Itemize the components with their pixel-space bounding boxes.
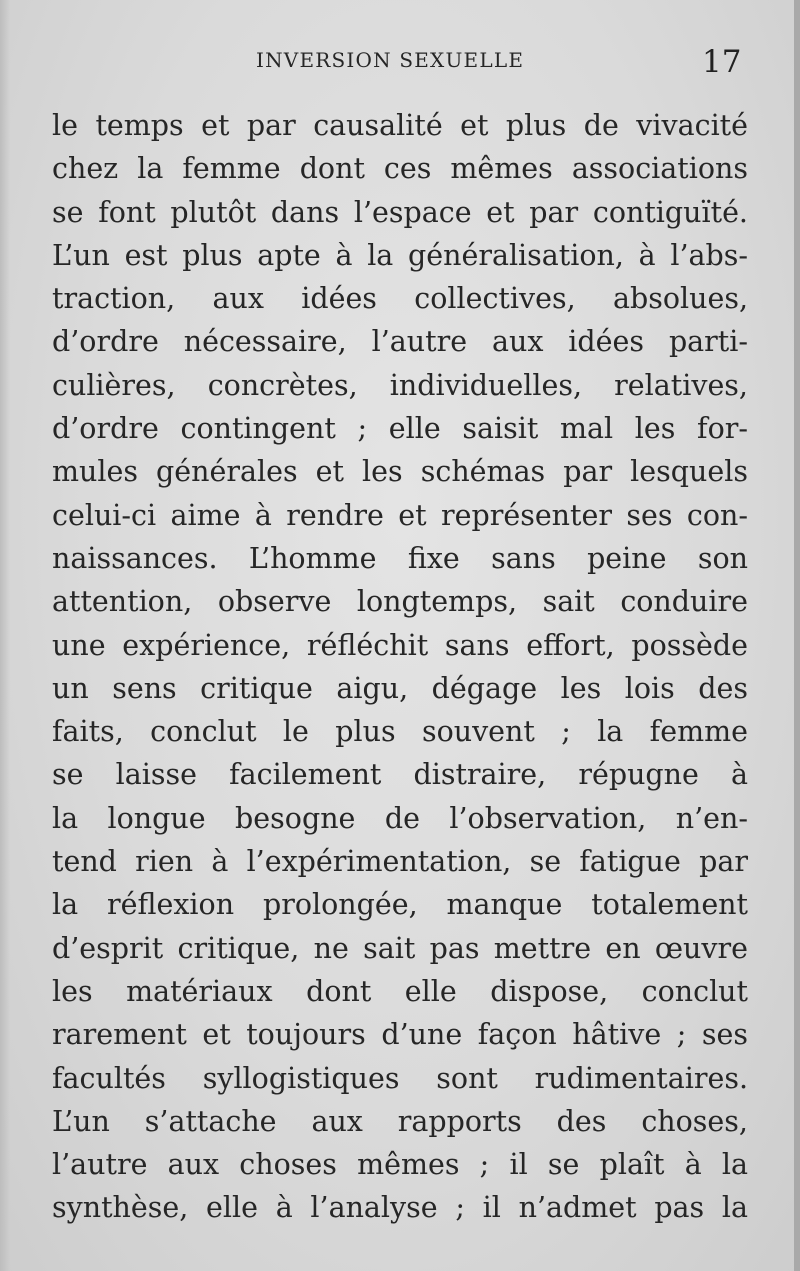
text-line: celui-ci aime à rendre et représenter ses con- xyxy=(52,498,748,532)
text-line: L’un s’attache aux rapports des choses, xyxy=(52,1104,748,1138)
text-line: d’esprit critique, ne sait pas mettre en œuvre xyxy=(52,931,748,965)
page-number: 17 xyxy=(702,44,742,80)
running-title: INVERSION SEXUELLE xyxy=(256,48,525,72)
text-line: naissances. L’homme fixe sans peine son xyxy=(52,541,748,575)
text-line: un sens critique aigu, dégage les lois des xyxy=(52,671,748,705)
text-line: la longue besogne de l’observation, n’en- xyxy=(52,801,748,835)
text-line: culières, concrètes, individuelles, relatives, xyxy=(52,368,748,402)
text-line: d’ordre nécessaire, l’autre aux idées parti- xyxy=(52,325,748,359)
text-line: l’autre aux choses mêmes ; il se plaît à la xyxy=(52,1148,748,1182)
text-line: d’ordre contingent ; elle saisit mal les for- xyxy=(52,412,748,446)
text-line: facultés syllogistiques sont rudimentaires. xyxy=(52,1061,748,1095)
text-line: L’un est plus apte à la généralisation, à l’abs- xyxy=(52,238,748,272)
text-line: rarement et toujours d’une façon hâtive ; ses xyxy=(52,1018,748,1052)
text-line: se font plutôt dans l’espace et par contiguïté. xyxy=(52,195,748,229)
text-line: mules générales et les schémas par lesquels xyxy=(52,455,748,489)
text-line: attention, observe longtemps, sait conduire xyxy=(52,585,748,619)
text-line: chez la femme dont ces mêmes associations xyxy=(52,152,748,186)
body-text xyxy=(52,104,748,1230)
text-line: la réflexion prolongée, manque totalement xyxy=(52,888,748,922)
text-line: synthèse, elle à l’analyse ; il n’admet pas la xyxy=(52,1191,748,1225)
text-line: se laisse facilement distraire, répugne à xyxy=(52,758,748,792)
text-line: traction, aux idées collectives, absolues, xyxy=(52,282,748,316)
text-line: faits, conclut le plus souvent ; la femme xyxy=(52,715,748,749)
text-line: le temps et par causalité et plus de vivacité xyxy=(52,109,748,142)
text-line: une expérience, réfléchit sans effort, possède xyxy=(52,628,748,662)
running-head xyxy=(0,44,800,84)
text-line: les matériaux dont elle dispose, conclut xyxy=(52,974,748,1008)
text-line: tend rien à l’expérimentation, se fatigue par xyxy=(52,845,748,879)
